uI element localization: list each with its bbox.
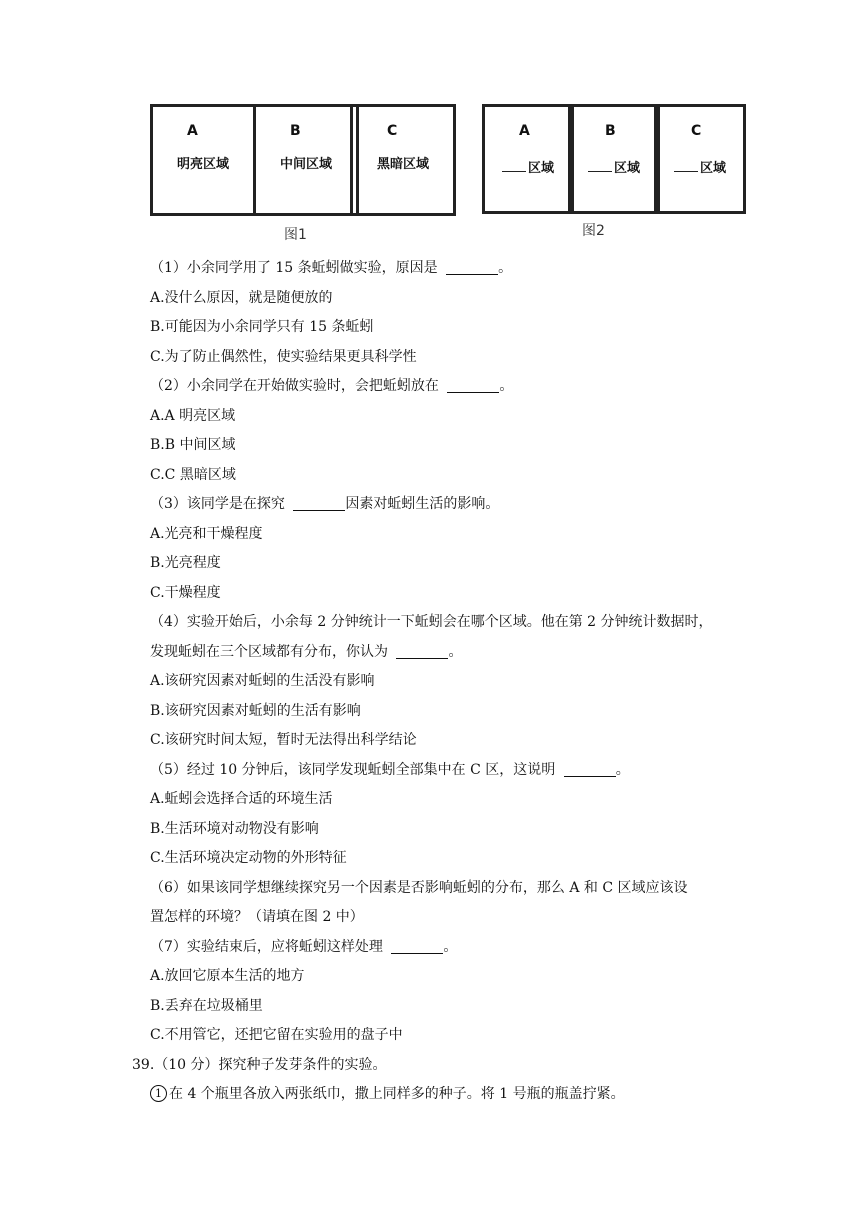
zone-box-c	[350, 104, 456, 216]
zone-letter: B	[605, 123, 616, 139]
zone-letter: A	[519, 123, 530, 139]
zone-letter: C	[691, 123, 702, 139]
option: B.B 中间区域	[150, 437, 236, 453]
fill-blank[interactable]	[588, 171, 612, 172]
option: B.光亮程度	[150, 555, 221, 571]
question-2: （2）小余同学在开始做实验时，会把蚯蚓放在 。	[150, 378, 514, 394]
option: B.该研究因素对蚯蚓的生活有影响	[150, 702, 361, 719]
question-39-title: 39.（10 分）探究种子发芽条件的实验。	[132, 1056, 387, 1073]
zone-label: 区域	[485, 157, 571, 176]
option: C.不用管它，还把它留在实验用的盘子中	[150, 1027, 403, 1043]
question-content	[132, 254, 750, 1110]
option: B.生活环境对动物没有影响	[150, 820, 319, 837]
circled-number: 1	[150, 1085, 167, 1102]
question-7: （7）实验结束后，应将蚯蚓这样处理 。	[150, 938, 458, 955]
option: C.C 黑暗区域	[150, 466, 236, 483]
option: A.蚯蚓会选择合适的环境生活	[150, 791, 333, 807]
answer-blank[interactable]	[396, 642, 448, 659]
answer-blank[interactable]	[564, 760, 616, 777]
option: C.该研究时间太短，暂时无法得出科学结论	[150, 732, 417, 748]
option: C.生活环境决定动物的外形特征	[150, 850, 347, 866]
question-4: （4）实验开始后，小余每 2 分钟统计一下蚯蚓会在哪个区域。他在第 2 分钟统计数据时，	[150, 614, 713, 630]
figure-1	[150, 104, 456, 216]
fill-blank[interactable]	[502, 171, 526, 172]
zone-letter: C	[387, 123, 398, 139]
figure-2-caption: 图2	[582, 223, 605, 239]
answer-blank[interactable]	[447, 376, 499, 393]
option: C.为了防止偶然性，使实验结果更具科学性	[150, 348, 417, 365]
answer-blank[interactable]	[293, 494, 345, 511]
zone-label: 区域	[571, 157, 657, 176]
zone-box-a	[150, 104, 256, 216]
question-6: （6）如果该同学想继续探究另一个因素是否影响蚯蚓的分布，那么 A 和 C 区域应该设	[150, 879, 688, 896]
option: A.光亮和干燥程度	[150, 525, 263, 542]
option: B.可能因为小余同学只有 15 条蚯蚓	[150, 319, 374, 335]
question-3: （3）该同学是在探究 因素对蚯蚓生活的影响。	[150, 496, 500, 512]
zone-label: 黑暗区域	[376, 157, 429, 172]
zone-label: 明亮区域	[176, 157, 229, 172]
question-4-cont: 发现蚯蚓在三个区域都有分布，你认为 。	[150, 643, 463, 660]
option: A.A 明亮区域	[150, 407, 236, 424]
question-6-cont: 置怎样的环境？（请填在图 2 中）	[150, 909, 364, 925]
figure-2	[482, 104, 748, 214]
zone-box-a	[482, 104, 574, 214]
option: B.丢弃在垃圾桶里	[150, 997, 263, 1014]
option: C.干燥程度	[150, 584, 221, 601]
zone-box-b	[253, 104, 359, 216]
figures	[150, 104, 750, 244]
question-39-step-1: 1 在 4 个瓶里各放入两张纸巾，撒上同样多的种子。将 1 号瓶的瓶盖拧紧。	[150, 1080, 750, 1110]
zone-label: 中间区域	[279, 157, 332, 172]
zone-box-b	[568, 104, 660, 214]
zone-letter: B	[290, 123, 301, 139]
figure-1-caption: 图1	[284, 227, 307, 243]
option: A.该研究因素对蚯蚓的生活没有影响	[150, 673, 375, 689]
zone-letter: A	[187, 123, 198, 139]
option: A.没什么原因，就是随便放的	[150, 289, 333, 306]
question-5: （5）经过 10 分钟后，该同学发现蚯蚓全部集中在 C 区，这说明 。	[150, 761, 630, 778]
answer-blank[interactable]	[391, 937, 443, 954]
question-1: （1）小余同学用了 15 条蚯蚓做实验，原因是 。	[150, 260, 513, 276]
fill-blank[interactable]	[674, 171, 698, 172]
option: A.放回它原本生活的地方	[150, 968, 305, 984]
zone-label: 区域	[657, 157, 743, 176]
zone-box-c	[654, 104, 746, 214]
answer-blank[interactable]	[446, 258, 498, 275]
